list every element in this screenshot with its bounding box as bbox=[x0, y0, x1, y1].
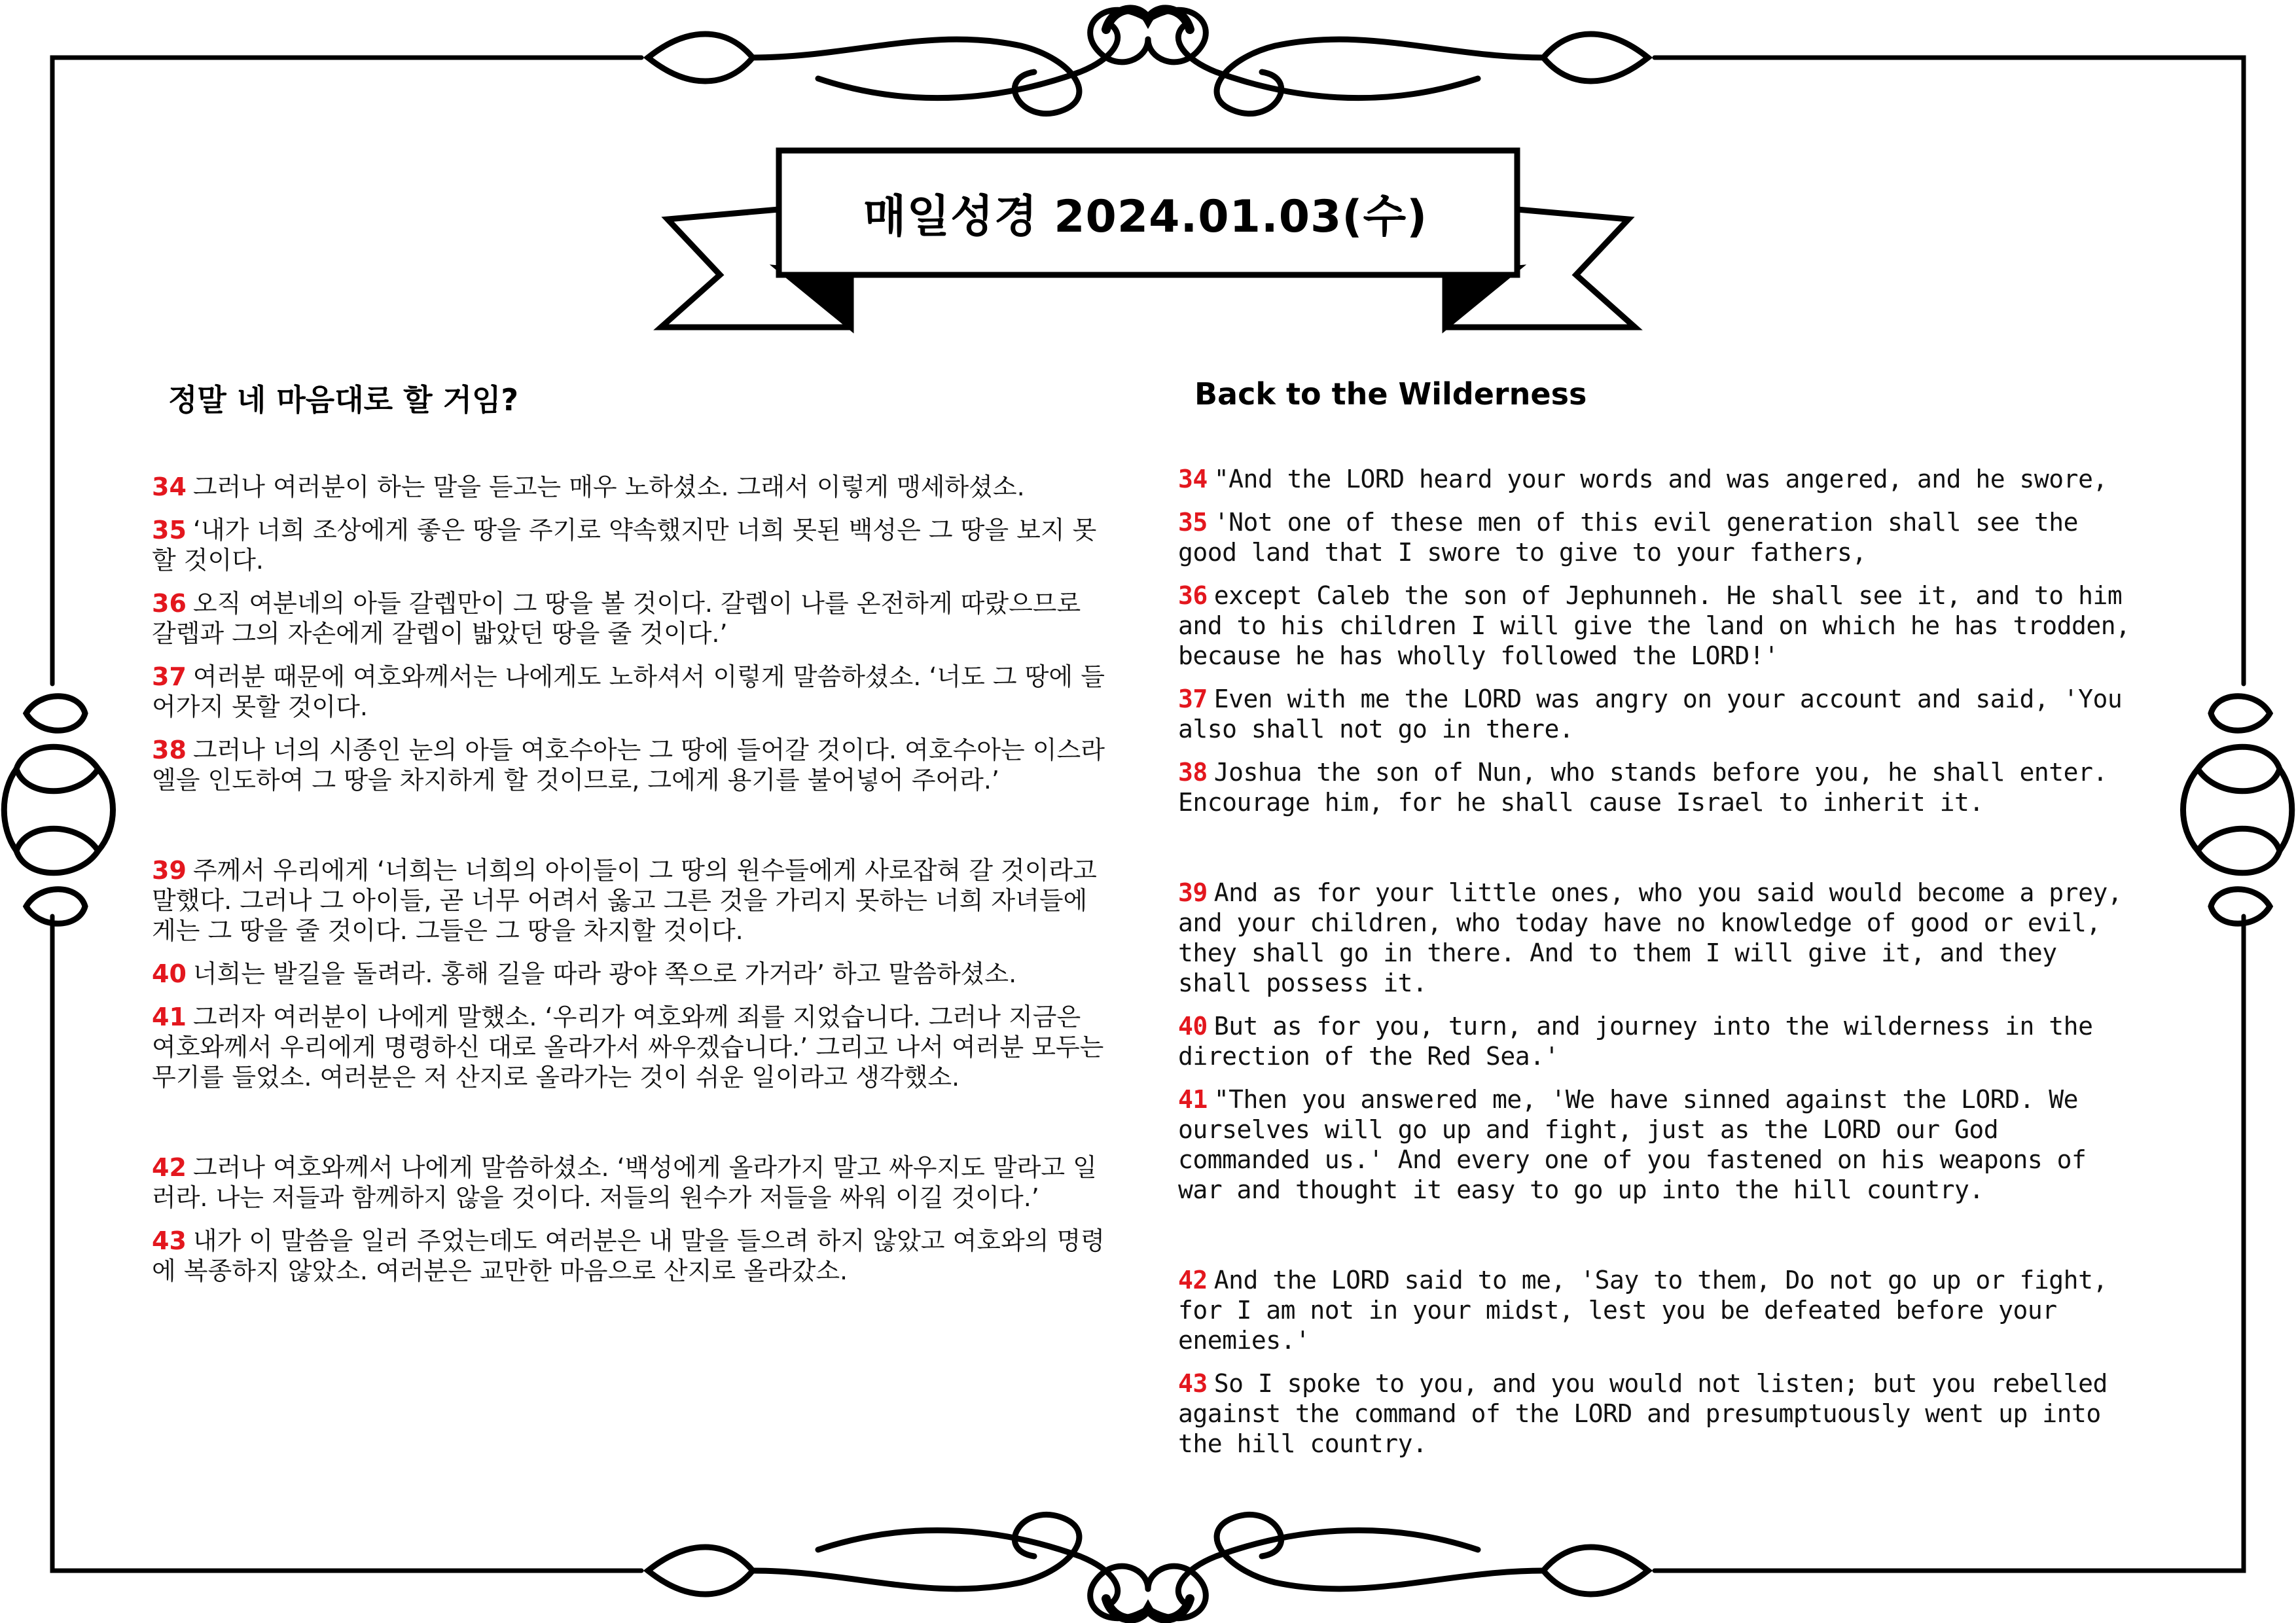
korean-heading: 정말 네 마음대로 할 거임? bbox=[168, 382, 519, 418]
verse-text: 그러나 여러분이 하는 말을 듣고는 매우 노하셨소. 그래서 이렇게 맹세하셨소. bbox=[192, 473, 1025, 501]
english-verse bbox=[1178, 757, 2134, 817]
verse-number: 42 bbox=[1178, 1266, 1208, 1294]
verse-text: 너희는 발길을 돌려라. 홍해 길을 따라 광야 쪽으로 가거라’ 하고 말씀하셨소. bbox=[192, 959, 1017, 988]
verse-number: 36 bbox=[1178, 581, 1208, 610]
verse-text: "And the LORD heard your words and was angered, and he swore, bbox=[1213, 465, 2108, 493]
english-column bbox=[1178, 376, 2134, 1472]
korean-verse bbox=[152, 472, 1107, 502]
verse-number: 38 bbox=[1178, 758, 1208, 787]
verse-text: ‘내가 너희 조상에게 좋은 땅을 주기로 약속했지만 너희 못된 백성은 그 땅을 보지 못할 것이다. bbox=[152, 516, 1097, 575]
verse-number: 40 bbox=[1178, 1012, 1208, 1041]
verse-number: 41 bbox=[152, 1003, 187, 1031]
verse-number: 34 bbox=[1178, 465, 1208, 493]
verse-number: 39 bbox=[152, 856, 187, 885]
left-side-ornament bbox=[4, 696, 113, 924]
korean-verse bbox=[152, 735, 1107, 795]
verse-number: 34 bbox=[152, 473, 187, 501]
verse-number: 39 bbox=[1178, 878, 1208, 907]
korean-verse bbox=[152, 1152, 1107, 1213]
verse-text: 여러분 때문에 여호와께서는 나에게도 노하셔서 이렇게 말씀하셨소. ‘너도 그 땅에 들어가지 못할 것이다. bbox=[152, 662, 1105, 721]
verse-text: 그러자 여러분이 나에게 말했소. ‘우리가 여호와께 죄를 지었습니다. 그러나 지금은 여호와께서 우리에게 명령하신 대로 올라가서 싸우겠습니다.’ 그리고 나서 여러분 모두는 무기를 들었소. 여러분은 저 산지로 올라가는 것이 쉬운 일이라고 생각했소. bbox=[152, 1003, 1104, 1092]
english-verse bbox=[1178, 1368, 2134, 1459]
verse-number: 40 bbox=[152, 959, 187, 988]
korean-verse bbox=[152, 515, 1107, 575]
korean-verse bbox=[152, 662, 1107, 722]
verse-number: 37 bbox=[1178, 685, 1208, 713]
section-gap bbox=[1178, 1218, 2134, 1265]
english-verse bbox=[1178, 1084, 2134, 1205]
verse-number: 42 bbox=[152, 1153, 187, 1182]
right-side-ornament bbox=[2183, 696, 2292, 924]
english-verse bbox=[1178, 464, 2134, 494]
verse-number: 43 bbox=[152, 1226, 187, 1255]
verse-text: 그러나 너의 시종인 눈의 아들 여호수아는 그 땅에 들어갈 것이다. 여호수아는 이스라엘을 인도하여 그 땅을 차지하게 할 것이므로, 그에게 용기를 불어넣어 주어라.’ bbox=[152, 736, 1105, 794]
english-heading: Back to the Wilderness bbox=[1194, 376, 1587, 412]
bottom-flourish-ornament bbox=[648, 1514, 1648, 1618]
verse-number: 41 bbox=[1178, 1085, 1208, 1114]
verse-number: 38 bbox=[152, 736, 187, 764]
verse-number: 35 bbox=[152, 516, 187, 544]
verse-text: And the LORD said to me, 'Say to them, Do not go up or fight, for I am not in your midst, lest you be defeated before your enemies.' bbox=[1178, 1266, 2108, 1355]
verse-number: 35 bbox=[1178, 508, 1208, 537]
verse-text: But as for you, turn, and journey into the wilderness in the direction of the Red Sea.' bbox=[1178, 1012, 2093, 1071]
section-gap bbox=[1178, 830, 2134, 878]
korean-verse bbox=[152, 1002, 1107, 1092]
verse-text: except Caleb the son of Jephunneh. He shall see it, and to him and to his children I will give the land on which he has trodden, because he has wholly followed the LORD!' bbox=[1178, 581, 2130, 670]
verse-text: 내가 이 말씀을 일러 주었는데도 여러분은 내 말을 들으려 하지 않았고 여호와의 명령에 복종하지 않았소. 여러분은 교만한 마음으로 산지로 올라갔소. bbox=[152, 1226, 1105, 1285]
verse-text: 오직 여분네의 아들 갈렙만이 그 땅을 볼 것이다. 갈렙이 나를 온전하게 따랐으므로 갈렙과 그의 자손에게 갈렙이 밟았던 땅을 줄 것이다.’ bbox=[152, 589, 1081, 648]
section-gap bbox=[152, 1105, 1107, 1152]
verse-text: 그러나 여호와께서 나에게 말씀하셨소. ‘백성에게 올라가지 말고 싸우지도 말라고 일러라. 나는 저들과 함께하지 않을 것이다. 저들의 원수가 저들을 싸워 이길 것이다.’ bbox=[152, 1153, 1097, 1212]
banner-title: 매일성경 2024.01.03(수) bbox=[863, 190, 1428, 243]
verse-text: Even with me the LORD was angry on your account and said, 'You also shall not go in there. bbox=[1178, 685, 2123, 743]
verse-text: Joshua the son of Nun, who stands before you, he shall enter. Encourage him, for he shall cause Israel to inherit it. bbox=[1178, 758, 2108, 817]
verse-text: And as for your little ones, who you said would become a prey, and your children, who today have no knowledge of good or evil, they shall go in there. And to them I will give it, and they shall possess it. bbox=[1178, 878, 2123, 997]
verse-text: So I spoke to you, and you would not listen; but you rebelled against the command of the LORD and presumptuously went up into the hill country. bbox=[1178, 1369, 2108, 1458]
english-verse bbox=[1178, 684, 2134, 744]
section-gap bbox=[152, 808, 1107, 855]
korean-verse bbox=[152, 959, 1107, 989]
top-flourish-ornament bbox=[648, 9, 1648, 113]
korean-verse bbox=[152, 588, 1107, 649]
verse-number: 43 bbox=[1178, 1369, 1208, 1398]
verse-text: 'Not one of these men of this evil generation shall see the good land that I swore to give to your fathers, bbox=[1178, 508, 2079, 567]
verse-number: 37 bbox=[152, 662, 187, 691]
korean-verse bbox=[152, 1226, 1107, 1286]
english-verse bbox=[1178, 507, 2134, 567]
verse-number: 36 bbox=[152, 589, 187, 618]
verse-text: 주께서 우리에게 ‘너희는 너희의 아이들이 그 땅의 원수들에게 사로잡혀 갈 것이라고 말했다. 그러나 그 아이들, 곧 너무 어려서 옳고 그른 것을 가리지 못하는 너희 자녀들에게는 그 땅을 줄 것이다. 그들은 그 땅을 차지할 것이다. bbox=[152, 856, 1097, 945]
korean-column bbox=[152, 376, 1107, 1299]
english-verse bbox=[1178, 1011, 2134, 1071]
korean-verse bbox=[152, 855, 1107, 946]
english-verse bbox=[1178, 1265, 2134, 1355]
english-verse bbox=[1178, 580, 2134, 671]
verse-text: "Then you answered me, 'We have sinned against the LORD. We ourselves will go up and fight, just as the LORD our God commanded us.' And every one of you fastened on his weapons of war and thought it easy to go up into the hill country. bbox=[1178, 1085, 2087, 1204]
english-verse bbox=[1178, 878, 2134, 998]
